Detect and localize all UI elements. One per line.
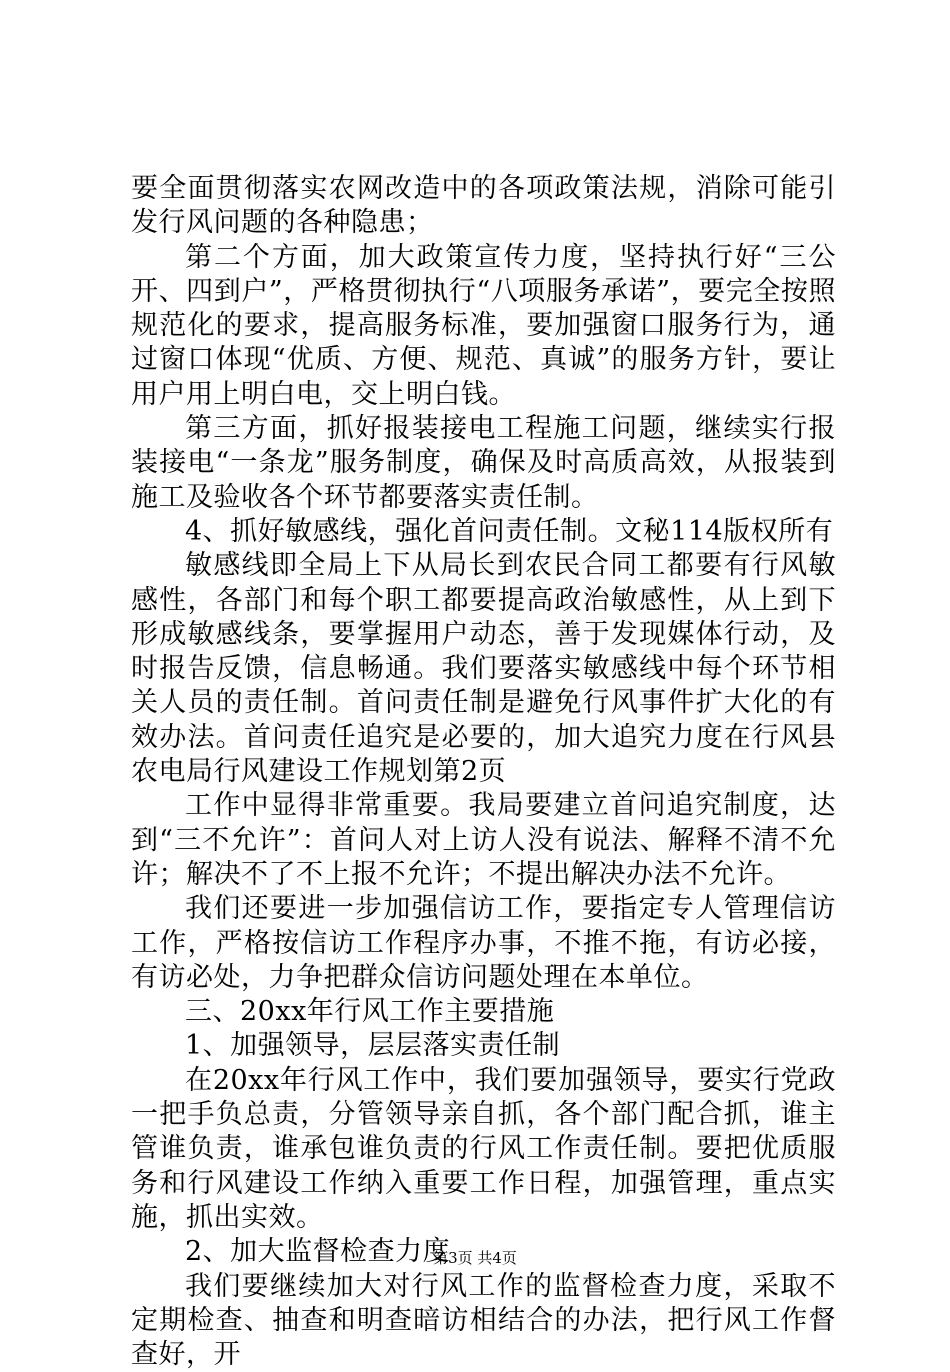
section-heading-4: 4、抓好敏感线，强化首问责任制。文秘114版权所有 [131, 515, 836, 549]
subheading-1: 1、加强领导，层层落实责任制 [131, 1029, 836, 1063]
paragraph-7: 我们还要进一步加强信访工作，要指定专人管理信访工作，严格按信访工作程序办事，不推不拖，有访必接，有访必处，力争把群众信访问题处理在本单位。 [131, 892, 836, 995]
subheading-2: 2、加大监督检查力度 [131, 1235, 836, 1269]
paragraph-1: 要全面贯彻落实农网改造中的各项政策法规，消除可能引发行风问题的各种隐患； [131, 172, 836, 241]
paragraph-10: 在20xx年行风工作中，我们要加强领导，要实行党政一把手负总责，分管领导亲自抓，各个部门配合抓，谁主管谁负责，谁承包谁负责的行风工作责任制。要把优质服务和行风建设工作纳入重要工作日程，加强管理，重点实施，抓出实效。 [131, 1064, 836, 1235]
paragraph-6: 工作中显得非常重要。我局要建立首问追究制度，达到“三不允许”：首问人对上访人没有说法、解释不清不允许；解决不了不上报不允许；不提出解决办法不允许。 [131, 789, 836, 892]
section-heading-three: 三、20xx年行风工作主要措施 [131, 995, 836, 1029]
paragraph-12: 我们要继续加大对行风工作的监督检查力度，采取不定期检查、抽查和明查暗访相结合的办法，把行风工作督查好，开 [131, 1270, 836, 1372]
paragraph-3: 第三方面，抓好报装接电工程施工问题，继续实行报装接电“一条龙”服务制度，确保及时高质高效，从报装到施工及验收各个环节都要落实责任制。 [131, 412, 836, 515]
paragraph-2: 第二个方面，加大政策宣传力度，坚持执行好“三公开、四到户”，严格贯彻执行“八项服务承诺”，要完全按照规范化的要求，提高服务标准，要加强窗口服务行为，通过窗口体现“优质、方便、规范、真诚”的服务方针，要让用户用上明白电，交上明白钱。 [131, 241, 836, 412]
document-body [131, 172, 836, 1372]
page-footer: 第3页 共4页 [0, 1247, 950, 1268]
paragraph-5: 敏感线即全局上下从局长到农民合同工都要有行风敏感性，各部门和每个职工都要提高政治敏感性，从上到下形成敏感线条，要掌握用户动态，善于发现媒体行动，及时报告反馈，信息畅通。我们要落实敏感线中每个环节相关人员的责任制。首问责任制是避免行风事件扩大化的有效办法。首问责任追究是必要的，加大追究力度在行风县农电局行风建设工作规划第2页 [131, 549, 836, 789]
